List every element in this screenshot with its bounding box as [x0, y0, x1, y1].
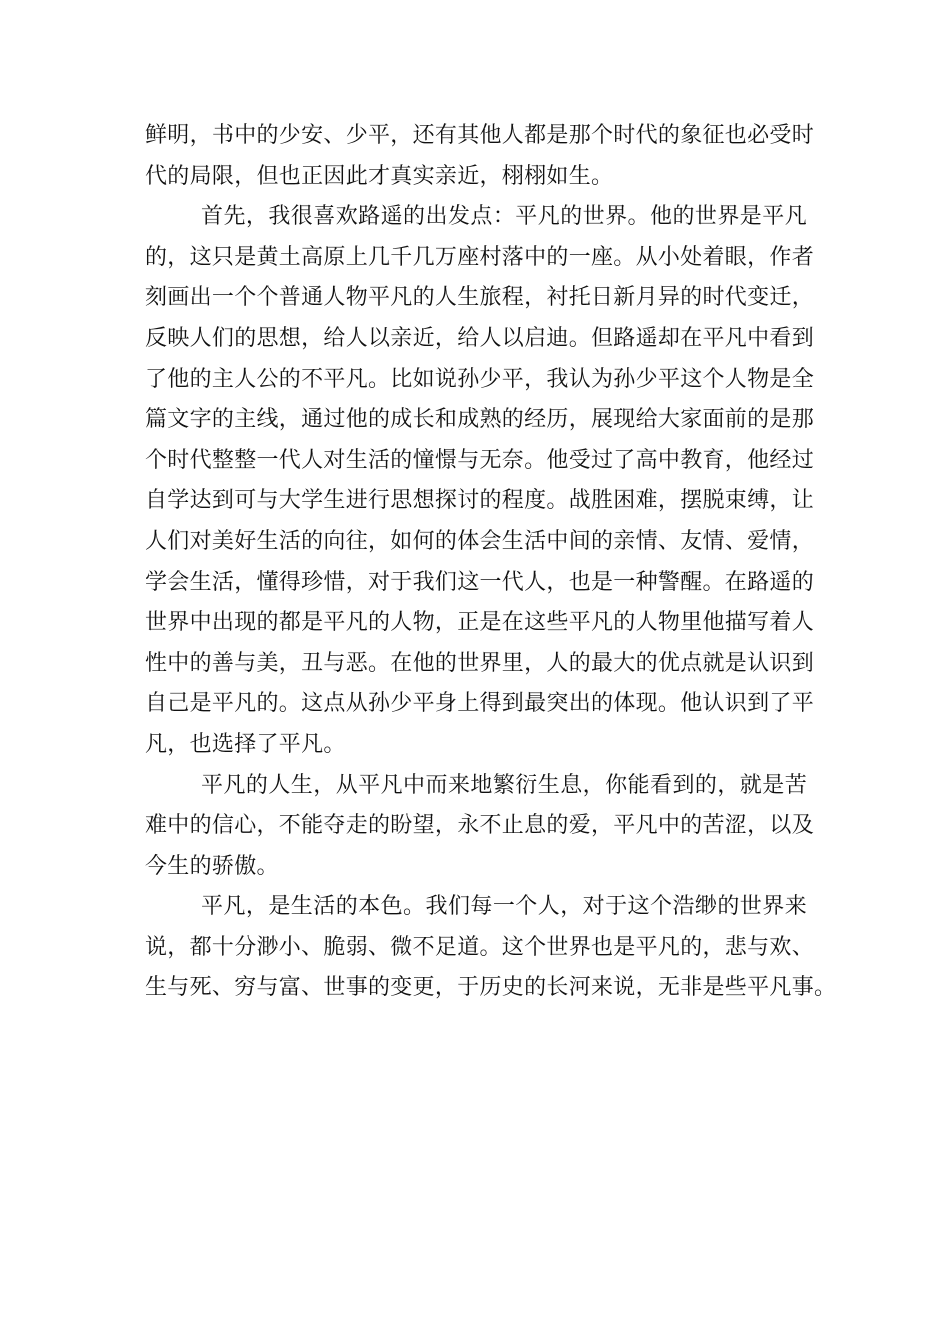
paragraph: [145, 116, 815, 197]
text-line: 生与死、穷与富、世事的变更，于历史的长河来说，无非是些平凡事。: [145, 975, 837, 1001]
paragraph: [145, 887, 837, 1009]
text-line: 难中的信心，不能夺走的盼望，永不止息的爱，平凡中的苦涩，以及: [145, 813, 815, 839]
text-line: 了他的主人公的不平凡。比如说孙少平，我认为孙少平这个人物是全: [145, 366, 815, 392]
text-line: 人们对美好生活的向往，如何的体会生活中间的亲情、友情、爱情，: [145, 528, 815, 554]
text-line: 凡，也选择了平凡。: [145, 731, 346, 757]
text-line: 反映人们的思想，给人以亲近，给人以启迪。但路遥却在平凡中看到: [145, 325, 815, 351]
text-line: 世界中出现的都是平凡的人物，正是在这些平凡的人物里他描写着人: [145, 610, 815, 636]
text-line: 自己是平凡的。这点从孙少平身上得到最突出的体现。他认识到了平: [145, 691, 815, 717]
text-line: 代的局限，但也正因此才真实亲近，栩栩如生。: [145, 163, 614, 189]
paragraph: [145, 766, 815, 888]
text-line: 自学达到可与大学生进行思想探讨的程度。战胜困难，摆脱束缚，让: [145, 488, 815, 514]
text-line: 个时代整整一代人对生活的憧憬与无奈。他受过了高中教育，他经过: [145, 447, 815, 473]
text-line: 篇文字的主线，通过他的成长和成熟的经历，展现给大家面前的是那: [145, 407, 815, 433]
text-line: 性中的善与美，丑与恶。在他的世界里，人的最大的优点就是认识到: [145, 650, 815, 676]
text-line: 的，这只是黄土高原上几千几万座村落中的一座。从小处着眼，作者: [145, 244, 815, 270]
text-line: 平凡的人生，从平凡中而来地繁衍生息，你能看到的，就是苦: [201, 772, 807, 798]
text-line: 首先，我很喜欢路遥的出发点：平凡的世界。他的世界是平凡: [201, 204, 807, 230]
text-line: 学会生活，懂得珍惜，对于我们这一代人，也是一种警醒。在路遥的: [145, 569, 815, 595]
body-text: [145, 116, 837, 1009]
text-line: 说，都十分渺小、脆弱、微不足道。这个世界也是平凡的，悲与欢、: [145, 934, 815, 960]
paragraph: [145, 197, 815, 765]
text-line: 平凡，是生活的本色。我们每一个人，对于这个浩缈的世界来: [201, 894, 807, 920]
text-line: 今生的骄傲。: [145, 853, 279, 879]
text-line: 鲜明，书中的少安、少平，还有其他人都是那个时代的象征也必受时: [145, 123, 815, 148]
text-line: 刻画出一个个普通人物平凡的人生旅程，衬托日新月异的时代变迁，: [145, 285, 815, 311]
